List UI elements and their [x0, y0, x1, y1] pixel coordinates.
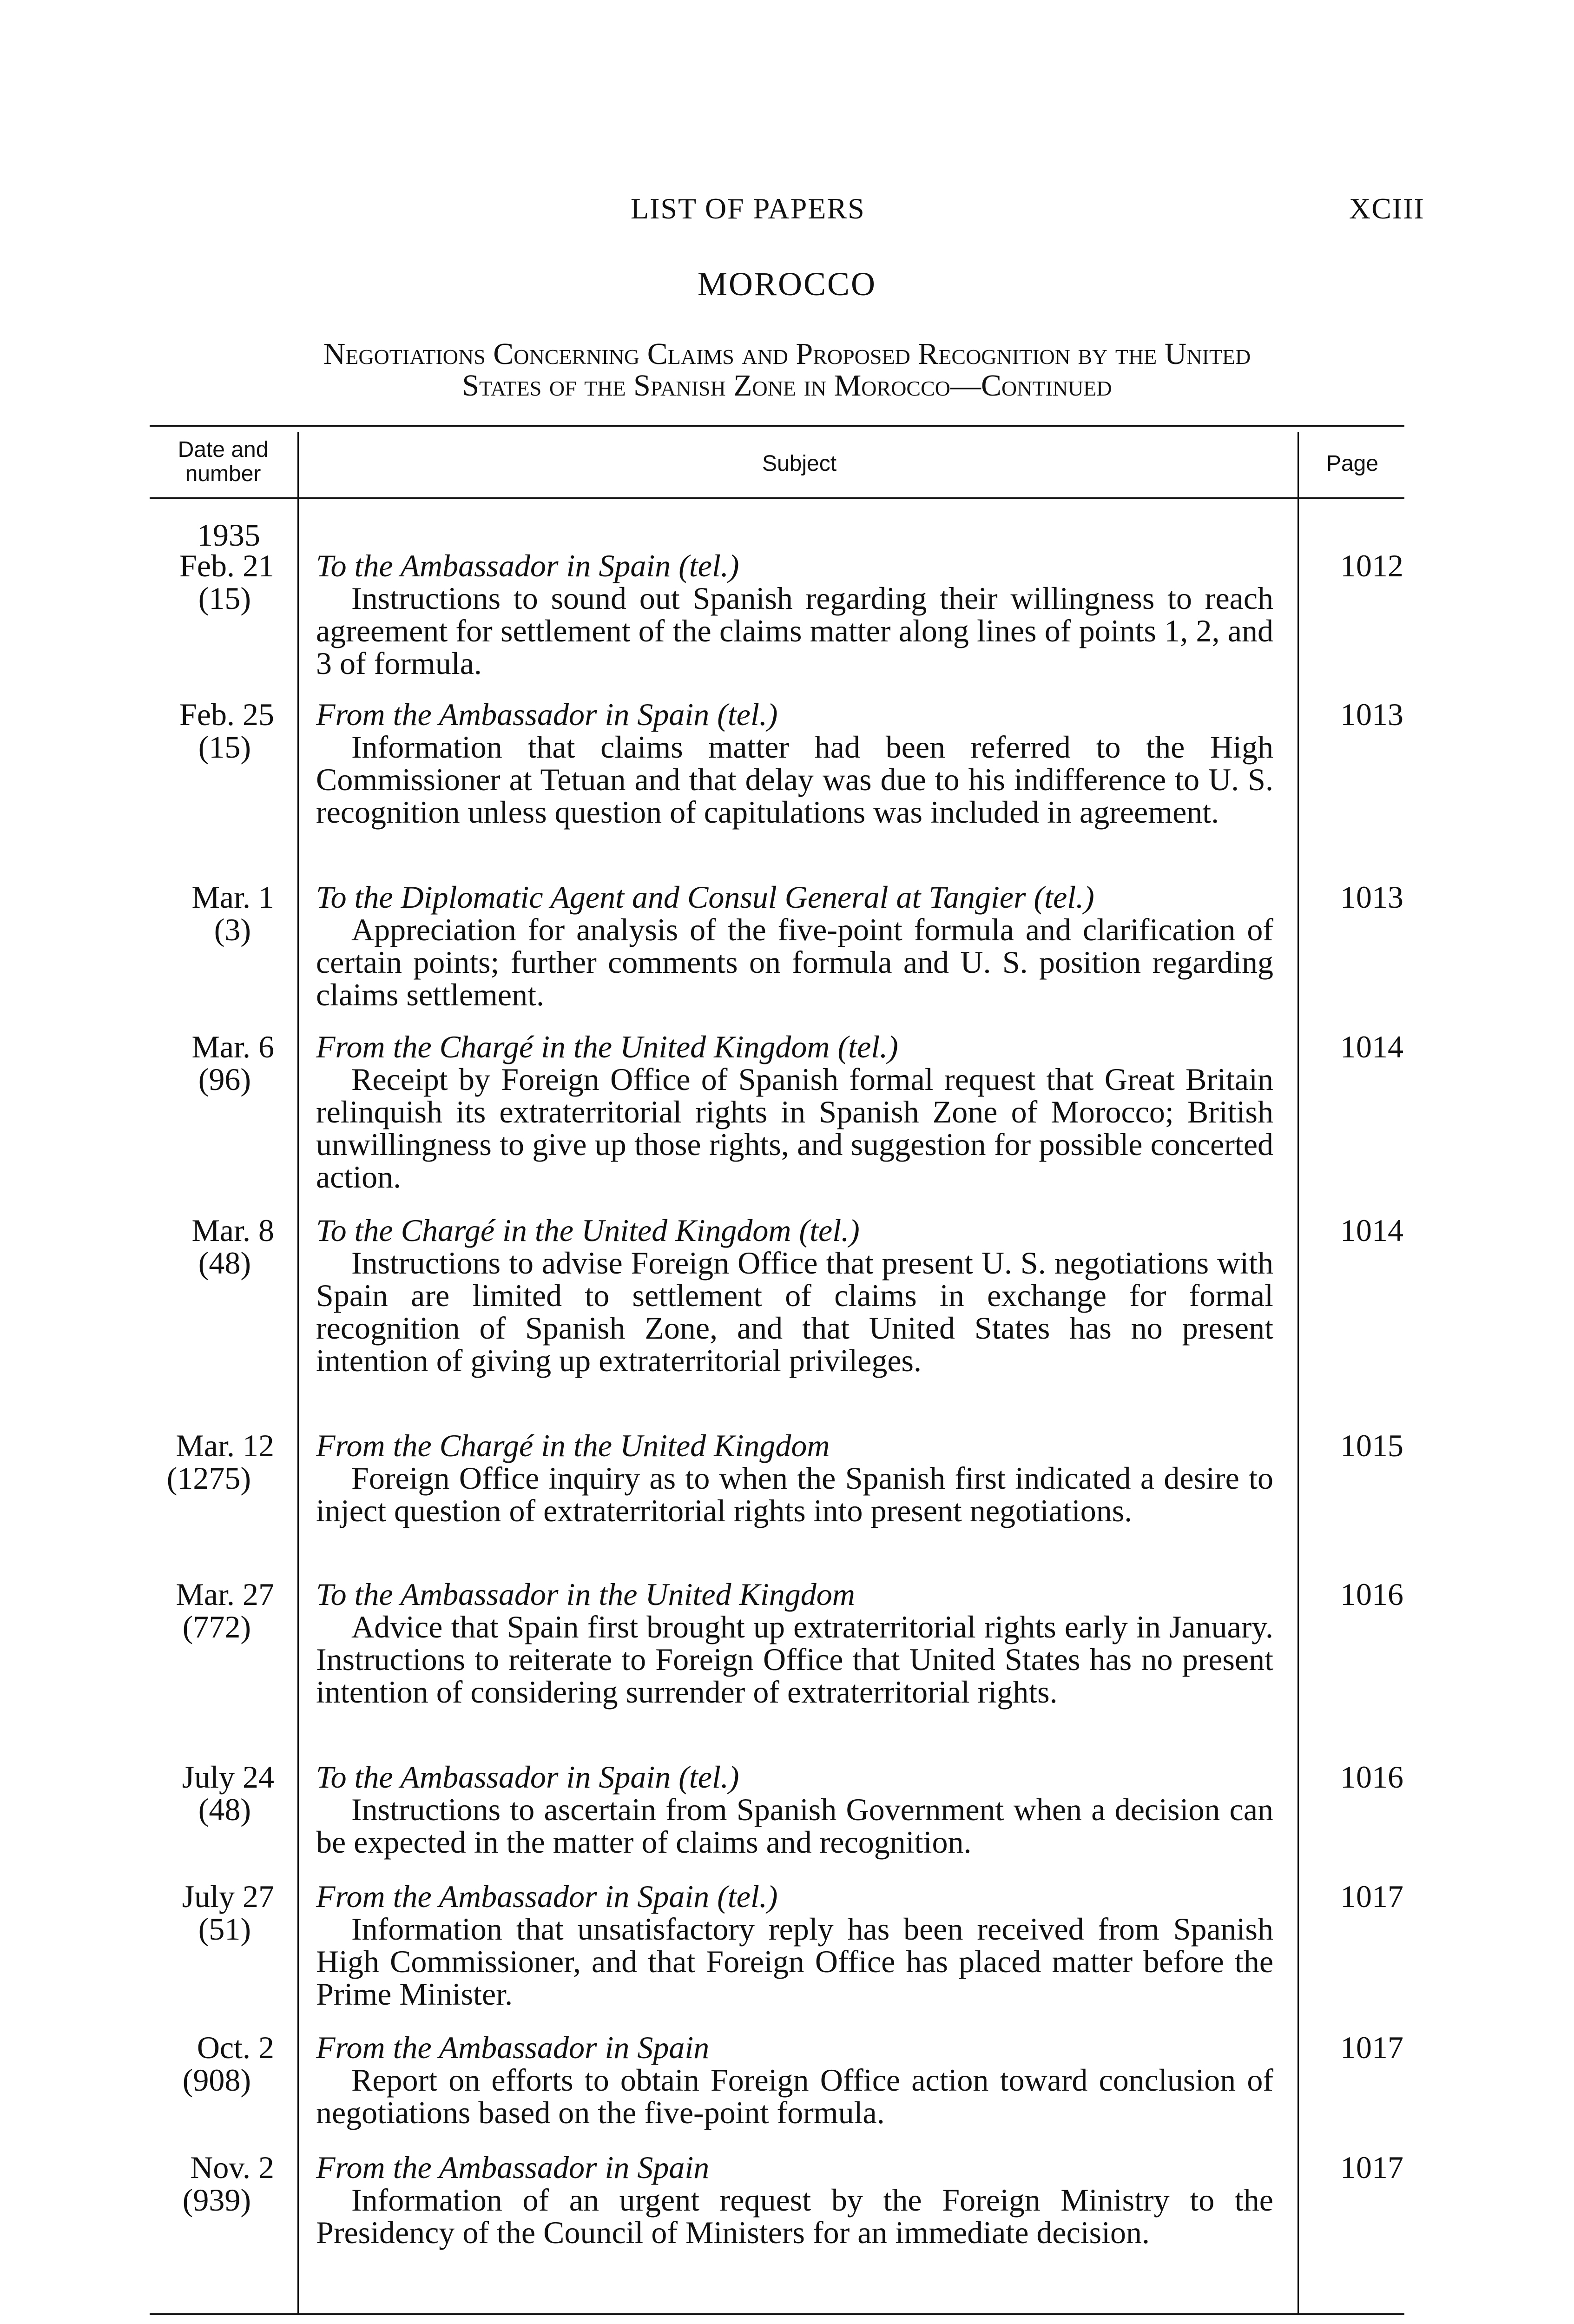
entry-page: 1013 [1340, 697, 1403, 732]
entry-page: 1014 [1340, 1029, 1403, 1064]
entry-number: (96) [198, 1062, 251, 1097]
entry-number: (51) [198, 1911, 251, 1947]
entry-description: Information that claims matter had been referred to the High Commissioner at Tetuan and that delay was due to his indifference to U. S. recognition unless question of capitulations was included in agreement. [316, 729, 1273, 830]
entry-page: 1012 [1340, 548, 1403, 583]
table-header-rule [150, 497, 1404, 499]
column-header-subject: Subject [762, 451, 837, 476]
entry-date: Feb. 21 [179, 548, 274, 583]
entry-number: (908) [182, 2062, 251, 2098]
entry-subject [316, 1761, 1273, 1858]
running-head-title: LIST OF PAPERS [631, 192, 865, 225]
entry-subject [316, 1429, 1273, 1527]
column-header-page: Page [1326, 451, 1379, 476]
entry-date: Mar. 27 [176, 1577, 274, 1612]
entry-page: 1014 [1340, 1213, 1403, 1248]
entry-date: Mar. 1 [191, 879, 274, 915]
entry-subject [316, 881, 1273, 1011]
entry-date: July 27 [182, 1879, 274, 1914]
entry-addressee: From the Ambassador in Spain [316, 2030, 710, 2065]
entry-number: (15) [198, 581, 251, 616]
column-divider-page [1297, 432, 1299, 2315]
entry-page: 1017 [1340, 2150, 1403, 2185]
subtitle-line-2: States of the Spanish Zone in Morocco—Continued [462, 369, 1112, 403]
entry-subject [316, 2031, 1273, 2129]
year-label: 1935 [197, 517, 260, 553]
entry-addressee: From the Chargé in the United Kingdom (tel.) [316, 1029, 898, 1064]
entry-page: 1017 [1340, 2030, 1403, 2065]
entry-description: Report on efforts to obtain Foreign Office action toward conclusion of negotiations based on the five-point formula. [316, 2062, 1273, 2130]
entry-addressee: From the Ambassador in Spain [316, 2150, 710, 2185]
entry-description: Foreign Office inquiry as to when the Spanish first indicated a desire to inject question of extraterritorial rights into present negotiations. [316, 1460, 1273, 1528]
table-bottom-rule [150, 2313, 1404, 2315]
entry-subject [316, 549, 1273, 680]
entry-subject [316, 2151, 1273, 2249]
entry-subject [316, 1578, 1273, 1708]
entry-addressee: From the Ambassador in Spain (tel.) [316, 1879, 778, 1914]
entry-page: 1015 [1340, 1428, 1403, 1463]
entry-page: 1016 [1340, 1759, 1403, 1795]
entry-date: Mar. 6 [191, 1029, 274, 1064]
entry-number: (3) [214, 912, 251, 947]
entry-page: 1013 [1340, 879, 1403, 915]
entry-addressee: To the Ambassador in Spain (tel.) [316, 548, 739, 583]
column-header-date: Date and number [178, 437, 269, 486]
entry-date: Oct. 2 [197, 2030, 274, 2065]
entry-date: Mar. 8 [191, 1213, 274, 1248]
entry-description: Instructions to sound out Spanish regarding their willingness to reach agreement for settlement of the claims matter along lines of points 1, 2, and 3 of formula. [316, 581, 1273, 681]
entry-page: 1017 [1340, 1879, 1403, 1914]
entry-subject [316, 1030, 1273, 1193]
entry-description: Advice that Spain first brought up extraterritorial rights early in January. Instructions to reiterate to Foreign Office that United States has no present intention of considering surrender of extraterritorial rights. [316, 1609, 1273, 1710]
entry-addressee: To the Ambassador in the United Kingdom [316, 1577, 855, 1612]
section-title: MOROCCO [697, 265, 877, 303]
entry-date: Feb. 25 [179, 697, 274, 732]
entry-addressee: To the Ambassador in Spain (tel.) [316, 1759, 739, 1795]
entry-page: 1016 [1340, 1577, 1403, 1612]
entry-subject [316, 1880, 1273, 2010]
entry-number: (15) [198, 729, 251, 765]
entry-date: Mar. 12 [176, 1428, 274, 1463]
entry-description: Appreciation for analysis of the five-point formula and clarification of certain points; further comments on formula and U. S. position regarding claims settlement. [316, 912, 1273, 1012]
entry-number: (48) [198, 1792, 251, 1827]
entry-number: (48) [198, 1245, 251, 1281]
entry-addressee: To the Chargé in the United Kingdom (tel.) [316, 1213, 860, 1248]
entry-addressee: To the Diplomatic Agent and Consul General at Tangier (tel.) [316, 879, 1094, 915]
entry-subject [316, 1214, 1273, 1377]
entry-addressee: From the Ambassador in Spain (tel.) [316, 697, 778, 732]
entry-description: Information that unsatisfactory reply has been received from Spanish High Commissioner, and that Foreign Office has placed matter before the Prime Minister. [316, 1911, 1273, 2012]
entry-date: July 24 [182, 1759, 274, 1795]
entry-description: Information of an urgent request by the Foreign Ministry to the Presidency of the Council of Ministers for an immediate decision. [316, 2182, 1273, 2250]
subtitle-line-1: Negotiations Concerning Claims and Proposed Recognition by the United [323, 337, 1251, 371]
entry-number: (939) [182, 2182, 251, 2218]
entry-date: Nov. 2 [190, 2150, 274, 2185]
entry-addressee: From the Chargé in the United Kingdom [316, 1428, 830, 1463]
entry-number: (772) [182, 1609, 251, 1644]
column-divider-date [297, 432, 299, 2315]
page-folio: XCIII [1349, 192, 1425, 225]
entry-subject [316, 698, 1273, 828]
entry-description: Instructions to advise Foreign Office that present U. S. negotiations with Spain are limited to settlement of claims in exchange for formal recognition of Spanish Zone, and that United States has no present intention of giving up extraterritorial privileges. [316, 1245, 1273, 1378]
entry-number: (1275) [166, 1460, 251, 1496]
entry-description: Instructions to ascertain from Spanish Government when a decision can be expected in the matter of claims and recognition. [316, 1792, 1273, 1860]
entry-description: Receipt by Foreign Office of Spanish formal request that Great Britain relinquish its extraterritorial rights in Spanish Zone of Morocco; British unwillingness to give up those rights, and suggestion for possible concerted action. [316, 1062, 1273, 1195]
table-top-rule [150, 425, 1404, 427]
